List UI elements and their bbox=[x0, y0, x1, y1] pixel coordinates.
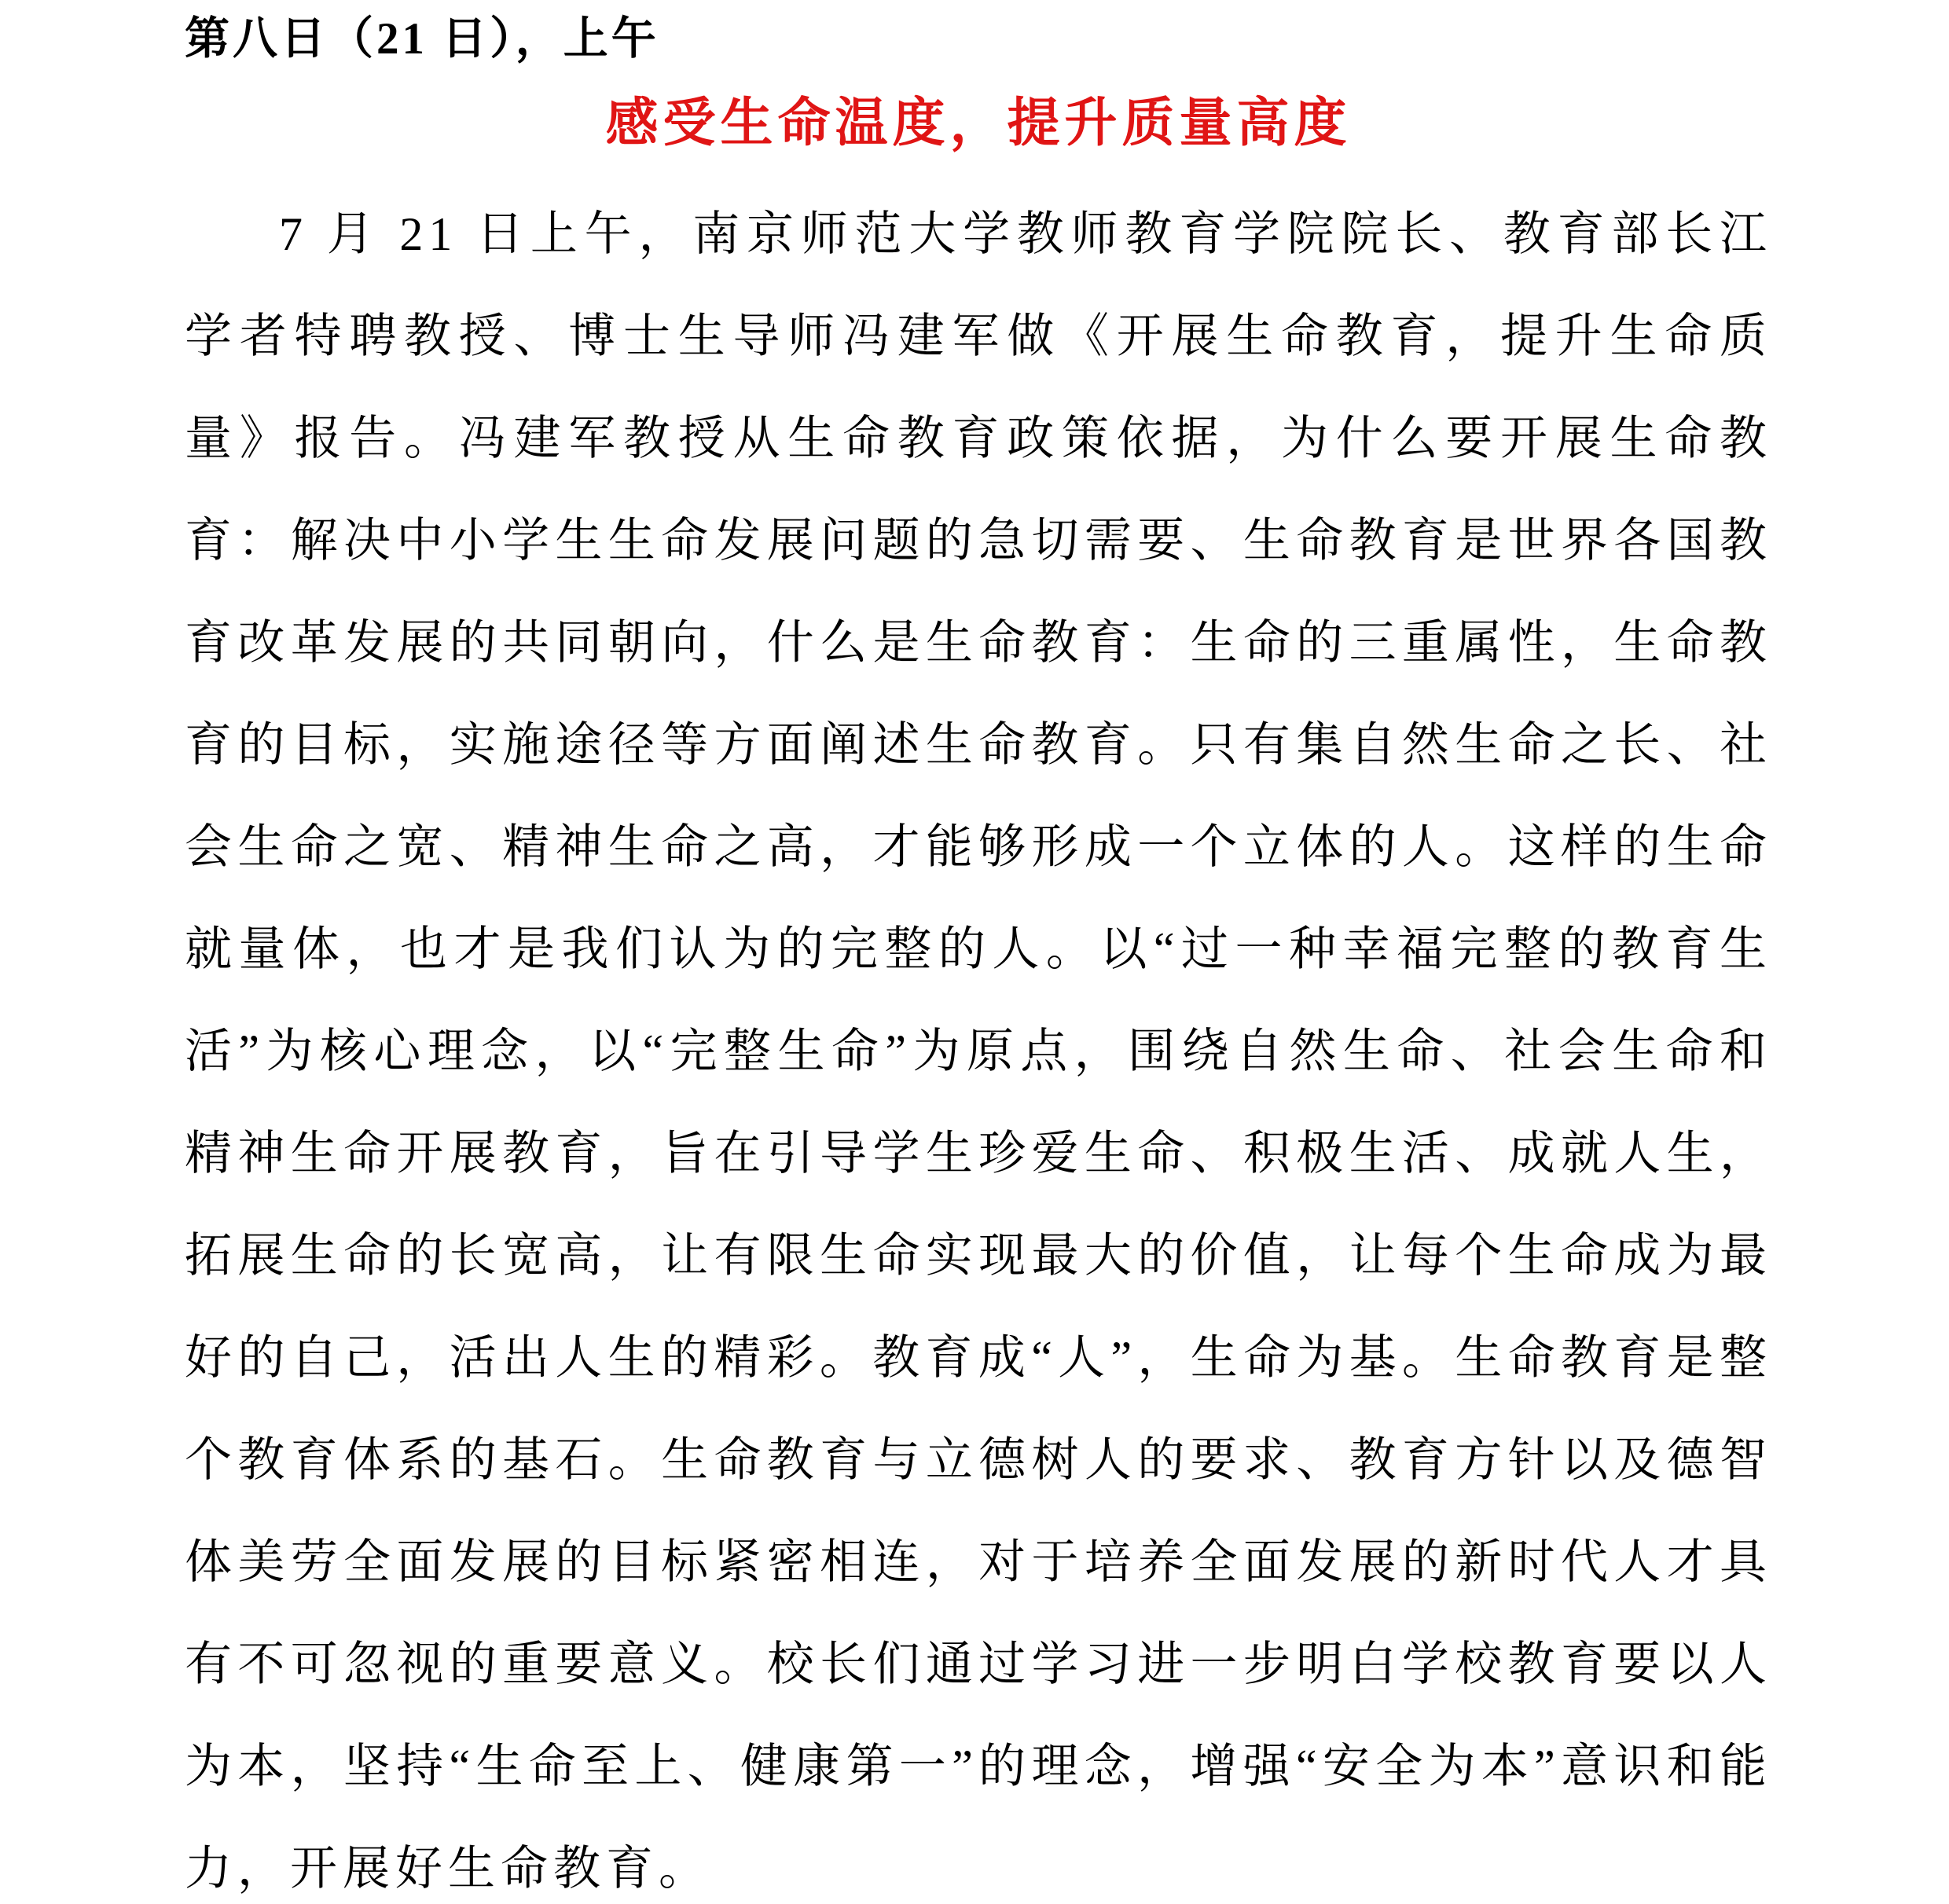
date-heading: 第八日（21 日），上午 bbox=[185, 14, 659, 64]
article-title: 感受生命温度，提升质量高度 bbox=[605, 94, 1352, 153]
article-paragraph: 7 月 21 日上午，南京师范大学教师教育学院院长、教育部长江学者特聘教授、博士生导师冯建军做《开展生命教育，提升生命质量》报告。冯建军教授从生命教育政策依据，为什么要开展生命教育：解决中小学生生命发展问题的急切需要、生命教育是世界各国教育改革发展的共同朝向，什么是生命教育：生命的三重属性，生命教育的目标，实施途径等方面阐述生命教育。只有集自然生命之长、社会生命之宽、精神生命之高，才能够形成一个立体的人。这样的生命就量体，也才是我们认为的完整的人。以“过一种幸福完整的教育生活”为核心理念，以“完整生命”为原点，围绕自然生命、社会生命和精神生命开展教育，旨在引导学生珍爱生命、积极生活、成就人生，拓展生命的长宽高，让有限生命实现最大的价值，让每个生命成为最好的自己，活出人生的精彩。教育成“人”，生命为基。生命教育是整个教育体系的基石。生命教育与立德树人的要求、教育方针以及德智体美劳全面发展的目标紧密相连，对于培养全面发展的新时代人才具有不可忽视的重要意义。校长们通过学习进一步明白学校教育要以人为本，坚持“生命至上、健康第一”的理念，增强“安全为本”意识和能力，开展好生命教育。 bbox=[185, 208, 1772, 1895]
